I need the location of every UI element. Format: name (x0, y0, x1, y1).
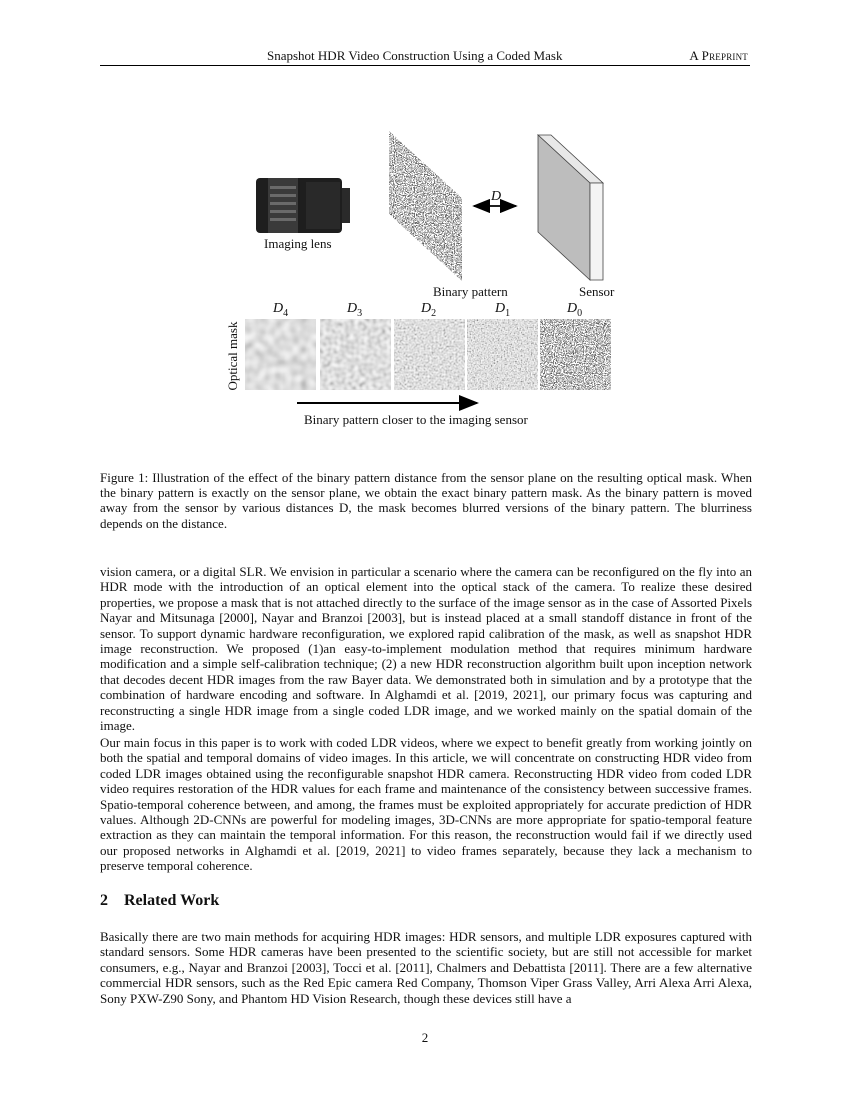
sensor-label: Sensor (579, 284, 615, 299)
preprint-label: A Preprint (689, 48, 748, 63)
mask-tile-d2 (394, 319, 465, 390)
optical-mask-tiles (245, 319, 611, 390)
section-heading (100, 892, 219, 910)
distance-label-d0: $D_0$ (567, 301, 583, 319)
distance-label-d4: $D_4$ (273, 301, 289, 319)
binary-pattern-sheet (389, 131, 462, 281)
body-paragraph-1: vision camera, or a digital SLR. We envision in particular a scenario where the camera can be reconfigured on the fly into an HDR mode with the introduction of an optical element into the optical stack of the camera. To realize these desired properties, we propose a mask that is not attached directly to the surface of the image sensor as in the case of Assorted Pixels Nayar and Mitsunaga [2000], Nayar and Branzoi [2003], but is instead placed at a small standoff distance in front of the sensor. To support dynamic hardware reconfiguration, we explored rapid calibration of the mask, as well as snapshot HDR image reconstruction. We proposed (1)an easy-to-implement modulation method that requires minimum hardware modification and a simple self-calibration technique; (2) a new HDR reconstruction algorithm built upon inception network that decodes decent HDR images from the raw Bayer data. We demonstrated both in simulation and by a prototype that the combination of hardware encoding and software. In Alghamdi et al. [2019, 2021], our primary focus was capturing and reconstructing a single HDR image from a single coded LDR image, and we worked mainly on the spatial domain of the image. (100, 564, 752, 734)
body-paragraph-2: Our main focus in this paper is to work with coded LDR videos, where we expect to benefit greatly from working jointly on both the spatial and temporal domains of video images. In this article, we will concentrate on constructing HDR video from coded LDR images obtained using the reconfigurable snapshot HDR camera. Reconstructing HDR video from coded LDR video requires restoration of the HDR values for each frame and maintenance of the consistency between successive frames. Spatio-temporal coherence between, and among, the frames must be exploited appropriately for accurate prediction of HDR values. Although 2D-CNNs are powerful for modeling images, 3D-CNNs are more appropriate for spatio-temporal feature extraction as they can maintain the temporal information. For this reason, the reconstruction would fail if we directly used our proposed networks in Alghamdi et al. [2019, 2021] to video frames separately, because they lack a mechanism to preserve temporal coherence. (100, 735, 752, 874)
section-paragraph: Basically there are two main methods for acquiring HDR images: HDR sensors, and multiple LDR exposures captured with standard sensors. Some HDR cameras have been presented to the scientific society, but are still not accessible for market consumers, e.g., Nayar and Branzoi [2003], Tocci et al. [2011], Chalmers and Debattista [2011]. There are a few alternative commercial HDR sensors, such as the Red Epic camera Red Company, Thomson Viper Grass Valley, Arri Alexa Arri Alexa, Sony PXW-Z90 Sony, and Phantom HD Vision Research, though these devices still have a (100, 929, 752, 1006)
binary-pattern-label: Binary pattern (433, 284, 508, 299)
mask-tile-d4 (245, 319, 316, 390)
mask-tile-d3 (320, 319, 391, 390)
section-number: 2 (100, 892, 108, 909)
distance-label-d1: $D_1$ (495, 301, 511, 319)
figure-caption: Figure 1: Illustration of the effect of the binary pattern distance from the sensor plane on the resulting optical mask. When the binary pattern is exactly on the sensor plane, we obtain the exact binary pattern mask. As the binary pattern is moved away from the sensor by various distances D, the mask becomes blurred versions of the binary pattern. The blurriness depends on the distance. (100, 470, 752, 531)
mask-tile-d1 (467, 319, 538, 390)
section-title: Related Work (124, 892, 220, 909)
arrow-caption: Binary pattern closer to the imaging sensor (304, 412, 528, 427)
optical-mask-label: Optical mask (225, 321, 240, 391)
page-number: 2 (421, 1030, 429, 1045)
distance-label: D (491, 189, 502, 204)
distance-label-d2: $D_2$ (421, 301, 437, 319)
imaging-lens-label: Imaging lens (264, 236, 332, 251)
figure-1-diagram (0, 0, 850, 460)
distance-label-d3: $D_3$ (347, 301, 363, 319)
lens-icon (256, 178, 350, 233)
sensor-block (538, 135, 603, 280)
mask-tile-d0 (540, 319, 611, 390)
running-title: Snapshot HDR Video Construction Using a Coded Mask (267, 48, 563, 63)
